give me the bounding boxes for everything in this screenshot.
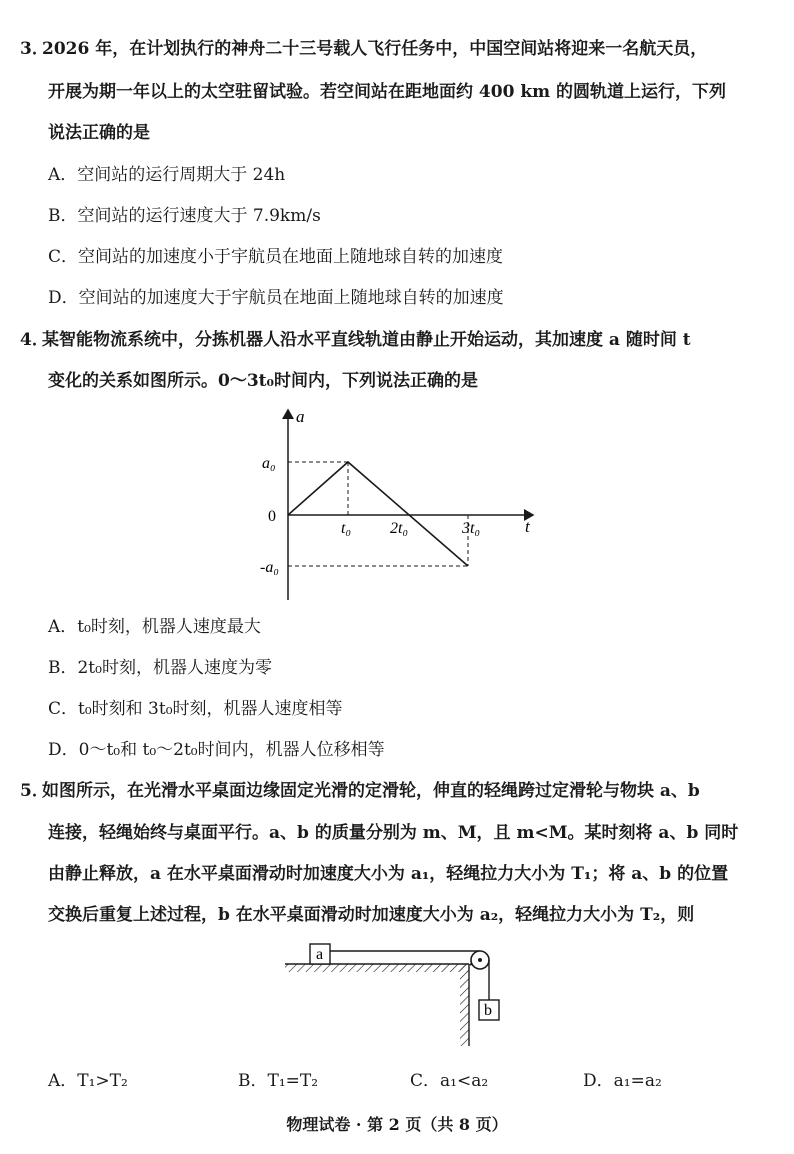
question-5-option-b: B．T₁=T₂ [238, 1071, 319, 1091]
question-3-stem-line-2: 开展为期一年以上的太空驻留试验。若空间站在距地面约 400 km 的圆轨道上运行，下列 [48, 82, 727, 102]
question-4-stem-line-1: 4．某智能物流系统中，分拣机器人沿水平直线轨道由静止开始运动，其加速度 a 随时间 t [20, 330, 691, 350]
x-axis-label: t [525, 517, 530, 536]
question-5-option-c: C．a₁<a₂ [410, 1071, 489, 1091]
2t0-tick-label: 2t₀ [390, 520, 409, 537]
block-a-label: a [316, 946, 324, 963]
pulley-system-diagram [280, 938, 520, 1050]
a0-label: a₀ [262, 455, 276, 472]
question-5-number: 5． [20, 781, 49, 801]
question-4-option-c: C．t₀时刻和 3t₀时刻，机器人速度相等 [48, 699, 343, 719]
question-3-stem-line-3: 说法正确的是 [48, 123, 150, 143]
question-3-stem-line-1: 3．2026 年，在计划执行的神舟二十三号载人飞行任务中，中国空间站将迎来一名航天员， [20, 39, 708, 59]
table-surface-hatching [285, 964, 468, 972]
question-5-options [48, 1066, 748, 1090]
origin-label: 0 [268, 508, 276, 525]
question-3-option-c: C．空间站的加速度小于宇航员在地面上随地球自转的加速度 [48, 247, 504, 267]
question-5-stem-line-1: 5．如图所示，在光滑水平桌面边缘固定光滑的定滑轮，伸直的轻绳跨过定滑轮与物块 a、b [20, 781, 700, 801]
question-4-option-d: D．0～t₀和 t₀～2t₀时间内，机器人位移相等 [48, 740, 385, 760]
neg-a0-label: -a₀ [260, 559, 279, 576]
question-3-option-b: B．空间站的运行速度大于 7.9km/s [48, 206, 321, 226]
question-5-stem-line-3: 由静止释放，a 在水平桌面滑动时加速度大小为 a₁，轻绳拉力大小为 T₁；将 a、b 的位置 [48, 864, 729, 884]
question-3-number: 3． [20, 39, 49, 59]
question-5-stem-line-2: 连接，轻绳始终与桌面平行。a、b 的质量分别为 m、M，且 m<M。某时刻将 a、b 同时 [48, 823, 739, 843]
question-5-stem-line-4: 交换后重复上述过程，b 在水平桌面滑动时加速度大小为 a₂，轻绳拉力大小为 T₂，则 [48, 905, 695, 925]
question-4-option-a: A．t₀时刻，机器人速度最大 [48, 617, 261, 637]
question-3-option-a: A．空间站的运行周期大于 24h [48, 165, 286, 185]
table-edge-hatching [460, 964, 469, 1046]
question-4-number: 4． [20, 330, 49, 350]
question-5-option-a: A．T₁>T₂ [48, 1071, 128, 1091]
question-5-option-d: D．a₁=a₂ [583, 1071, 662, 1091]
3t0-tick-label: 3t₀ [462, 520, 481, 537]
page-footer: 物理试卷 · 第 2 页（共 8 页） [286, 1115, 508, 1134]
pulley-axle [478, 958, 482, 962]
block-b-label: b [484, 1002, 492, 1019]
acceleration-curve [288, 462, 468, 566]
question-3-option-d: D．空间站的加速度大于宇航员在地面上随地球自转的加速度 [48, 288, 504, 308]
t0-tick-label: t₀ [341, 520, 352, 537]
y-axis-label: a [296, 407, 305, 426]
question-4-option-b: B．2t₀时刻，机器人速度为零 [48, 658, 272, 678]
acceleration-time-graph [250, 400, 550, 610]
question-4-stem-line-2: 变化的关系如图所示。0～3t₀时间内，下列说法正确的是 [48, 371, 478, 391]
